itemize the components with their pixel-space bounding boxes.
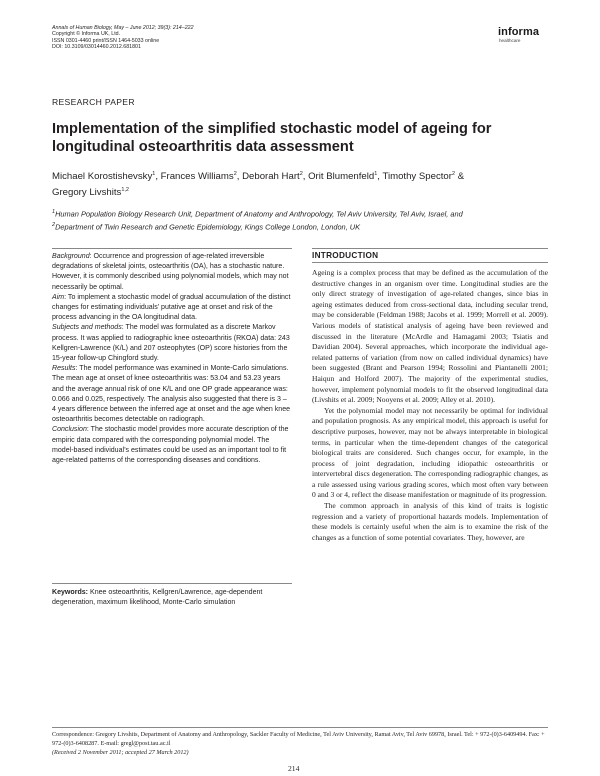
author: Timothy Spector bbox=[382, 171, 452, 183]
author: Gregory Livshits bbox=[52, 186, 122, 198]
author: Frances Williams bbox=[160, 171, 234, 183]
page-number: 214 bbox=[288, 764, 300, 773]
abstract-background: Background: Occurrence and progression of age-related irreversible degradations of skeletal joints, osteoarthritis (OA), has a stochastic nature. However, it is commonly described using polynomial models, which may not necessarily be optimal. bbox=[52, 253, 289, 291]
author-list: Michael Korostishevsky$^1$, Frances Williams$^2$, Deborah Hart$^2$, Orit Blumenfeld$^1$, Timothy Spector$^2$ & Gregory Livshits$^{1,2}$ bbox=[52, 171, 465, 198]
abstract-top-rule bbox=[52, 248, 292, 249]
journal-copyright: Copyright © Informa UK, Ltd. bbox=[52, 31, 121, 38]
section-label: RESEARCH PAPER bbox=[52, 97, 135, 107]
journal-info bbox=[52, 25, 352, 51]
author-affil-mark: 1 bbox=[152, 171, 156, 177]
abstract-aim: Aim: To implement a stochastic model of gradual accumulation of the distinct changes for estimating individuals’ putative age at onset and risk of the process advancing in the OA longitudinal data. bbox=[52, 293, 291, 322]
introduction-body bbox=[312, 268, 548, 543]
author-affil-mark: 2 bbox=[299, 171, 303, 177]
abstract-bottom-rule bbox=[52, 583, 292, 584]
author-affil-mark: 2 bbox=[451, 171, 456, 177]
intro-paragraph: The common approach in analysis of this kind of traits is logistic regression and a variety of proportional hazards models. Implementation of these models is certainly useful when the aim is to examine the risk of the changes as a function of some potential covariates. They, however, are bbox=[312, 501, 548, 542]
correspondence: Correspondence: Gregory Livshits, Department of Anatomy and Anthropology, Sackler Faculty of Medicine, Tel Aviv University, Ramat Aviv, Tel Aviv 69978, Israel. Tel: + 972-(0)3-6409494. Fax: + 972-(0)3-6408287. E-mail: gregl@post.tau.ac.il bbox=[52, 731, 545, 747]
author-affil-mark: 1 bbox=[374, 171, 378, 177]
publisher-name: informa bbox=[498, 26, 540, 38]
keywords-label: Keywords: bbox=[52, 589, 89, 596]
publisher-tagline: healthcare bbox=[499, 38, 521, 43]
affil-text: Department of Twin Research and Genetic Epidemiology, Kings College London, London, UK bbox=[55, 222, 361, 232]
abstract bbox=[52, 252, 292, 466]
affiliations bbox=[52, 207, 557, 233]
journal-doi: DOI: 10.3109/03014460.2012.681801 bbox=[52, 44, 141, 51]
author-affil-mark: 1,2 bbox=[121, 186, 129, 193]
intro-paragraph: Yet the polynomial model may not necessarily be optimal for individual and population prognosis. As any empirical model, this approach is useful for descriptive purposes, however, may not be always interpretable in biological terms, in particular when the time-dependent changes of the categorical biological traits are considered. Such changes occur, for example, in the process of joint degradation, including idiopathic osteoarthritis or intervertebral discs degeneration. The corresponding radiographic changes, as a rule assessed using various grading scores, which most often vary between 0 and 3 or 4, reflect the disease manifestation or magnitude of its progression. bbox=[312, 405, 548, 500]
paper-title: Implementation of the simplified stochastic model of ageing for longitudinal osteoarthritis data assessment bbox=[52, 121, 492, 155]
author: Orit Blumenfeld bbox=[308, 171, 375, 183]
journal-citation: Annals of Human Biology, May – June 2012; 39(3): 214–222 bbox=[52, 25, 194, 31]
author-affil-mark: 2 bbox=[233, 171, 237, 177]
affiliation bbox=[52, 220, 557, 233]
introduction-heading: INTRODUCTION bbox=[312, 251, 379, 260]
keywords bbox=[52, 588, 292, 608]
intro-heading-rule bbox=[312, 262, 548, 263]
abstract-methods: Subjects and methods: The model was formulated as a discrete Markov process. It was applied to radiographic knee osteoarthritis (RKOA) data: 243 Kellgren-Lawrence (K/L) and 207 osteophytes (OP) score histories from the 15-year follow-up Chingford study. bbox=[52, 324, 290, 363]
intro-top-rule bbox=[312, 248, 548, 249]
footer-rule bbox=[52, 727, 548, 728]
author: Michael Korostishevsky bbox=[52, 171, 153, 183]
abstract-conclusion: Conclusion: The stochastic model provides more accurate description of the empiric data compared with the corresponding polynomial model. The model-based individual’s estimates could be used as an important tool to fit age-related patterns of the corresponding diseases and conditions. bbox=[52, 426, 289, 465]
author-ampersand: & bbox=[457, 171, 465, 183]
journal-issn: ISSN 0301-4460 print/ISSN 1464-5033 online bbox=[52, 37, 160, 44]
keywords-text: Knee osteoarthritis, Kellgren/Lawrence, age-dependent degeneration, maximum likelihood, Monte-Carlo simulation bbox=[52, 589, 263, 607]
abstract-results: Results: The model performance was examined in Monte-Carlo simulations. The mean age at onset of knee osteoarthritis was: 53.04 and 53.23 years and the average annual risk of one K/L and one OP grade appearance was: 0.066 and 0.025, respectively. The analysis also suggested that there is 3 – 4 years difference between the inferred age at onset and the age when knee osteoarthritis becomes detectable on radiograph. bbox=[52, 365, 291, 424]
affiliation bbox=[52, 207, 557, 220]
affil-text: Human Population Biology Research Unit, Department of Anatomy and Anthropology, Tel Aviv University, Tel Aviv, Israel, and bbox=[55, 209, 463, 219]
intro-paragraph: Ageing is a complex process that may be defined as the accumulation of the destructive changes in an organism over time. Longitudinal studies are the only direct strategy of investigation of age-related changes, since bias in ageing estimates deduced from cross-sectional data, including secular trend, may be considerable (Feldman 1988; Jacobs et al. 1999; Morrell et al. 2009). Various models of statistical analysis of ageing have been reviewed and discussed in the literature (McArdle and Hamagami 2003; Tsiatis and Davidian 2004). Several approaches, which incorporate the individual age-related patterns of variation (from now on called individual dynamics) have been suggested (Brant and Pearson 1994; Rossolini and Piantanelli 2001; Haiqun and Holford 2007). The majority of the experimental studies, however, implement polynomial models to fit the observed longitudinal data (Livshits et al. 2009; Nooyens et al. 2009; Alley et al. 2010). bbox=[312, 268, 548, 405]
affil-number: 2 bbox=[52, 221, 56, 228]
author: Deborah Hart bbox=[242, 171, 300, 183]
publisher-logo bbox=[498, 27, 558, 44]
received-dates: (Received 2 November 2011; accepted 27 March 2012) bbox=[52, 749, 189, 756]
affil-number: 1 bbox=[52, 209, 56, 215]
